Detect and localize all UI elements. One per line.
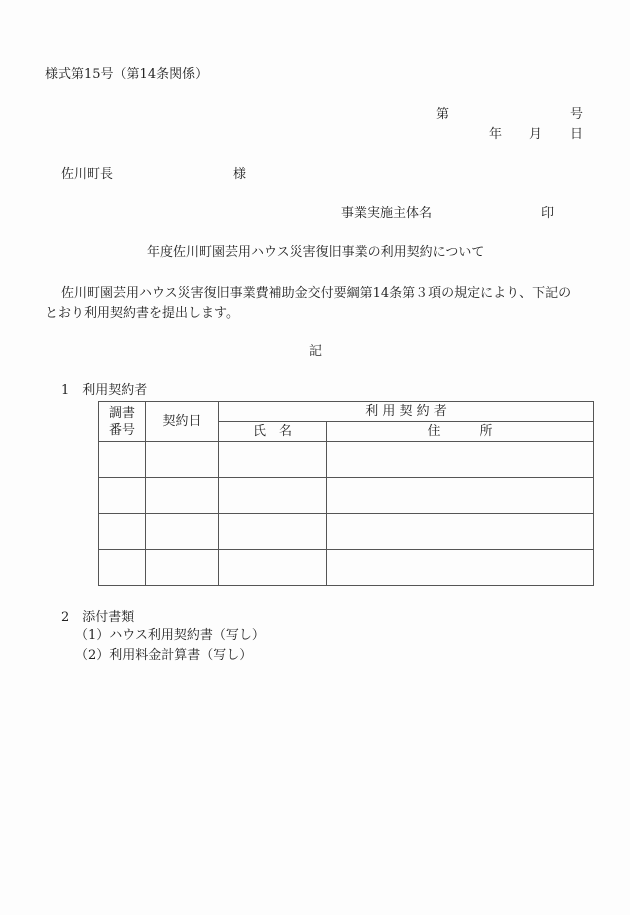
- applicant-seal: 印: [541, 206, 555, 221]
- section2-heading: 2 添付書類: [61, 610, 135, 625]
- cell-survey-number[interactable]: [99, 442, 146, 478]
- table-row: [99, 550, 594, 586]
- cell-address[interactable]: [327, 478, 594, 514]
- cell-address[interactable]: [327, 550, 594, 586]
- cell-contract-date[interactable]: [146, 514, 219, 550]
- cell-contract-date[interactable]: [146, 478, 219, 514]
- date-month: 月: [529, 127, 543, 142]
- header-survey-number-line1: 調書: [108, 405, 135, 421]
- table-row: [99, 478, 594, 514]
- applicant-label: 事業実施主体名: [341, 206, 433, 221]
- cell-survey-number[interactable]: [99, 478, 146, 514]
- addressee-honorific: 様: [233, 167, 247, 182]
- cell-name[interactable]: [219, 478, 327, 514]
- doc-number-prefix: 第: [436, 107, 450, 122]
- cell-address[interactable]: [327, 514, 594, 550]
- document-title: 年度佐川町園芸用ハウス災害復旧事業の利用契約について: [147, 245, 485, 260]
- attachment-item-1: （1）ハウス利用契約書（写し）: [75, 628, 265, 643]
- header-contractor-group: 利 用 契 約 者: [219, 402, 594, 422]
- date-year: 年: [489, 127, 503, 142]
- contractor-table: [98, 401, 594, 586]
- header-name: 氏 名: [219, 422, 327, 442]
- cell-survey-number[interactable]: [99, 550, 146, 586]
- doc-number-suffix: 号: [570, 107, 584, 122]
- cell-name[interactable]: [219, 442, 327, 478]
- body-line-2: とおり利用契約書を提出します。: [45, 306, 239, 321]
- section1-heading: 1 利用契約者: [61, 383, 148, 398]
- header-survey-number-line2: 番号: [108, 422, 135, 438]
- date-day: 日: [570, 127, 584, 142]
- attachment-item-2: （2）利用料金計算書（写し）: [75, 648, 253, 663]
- body-line-1: 佐川町園芸用ハウス災害復旧事業費補助金交付要綱第14条第３項の規定により、下記の: [61, 286, 572, 301]
- addressee-name: 佐川町長: [61, 167, 114, 182]
- cell-name[interactable]: [219, 514, 327, 550]
- table-row: [99, 442, 594, 478]
- cell-name[interactable]: [219, 550, 327, 586]
- header-survey-number: [99, 402, 146, 442]
- cell-address[interactable]: [327, 442, 594, 478]
- form-number: 様式第15号（第14条関係）: [45, 67, 209, 82]
- header-contract-date: 契約日: [146, 402, 219, 442]
- table-row: [99, 514, 594, 550]
- ki-label: 記: [309, 344, 323, 359]
- cell-contract-date[interactable]: [146, 442, 219, 478]
- header-address: 住 所: [327, 422, 594, 442]
- cell-survey-number[interactable]: [99, 514, 146, 550]
- cell-contract-date[interactable]: [146, 550, 219, 586]
